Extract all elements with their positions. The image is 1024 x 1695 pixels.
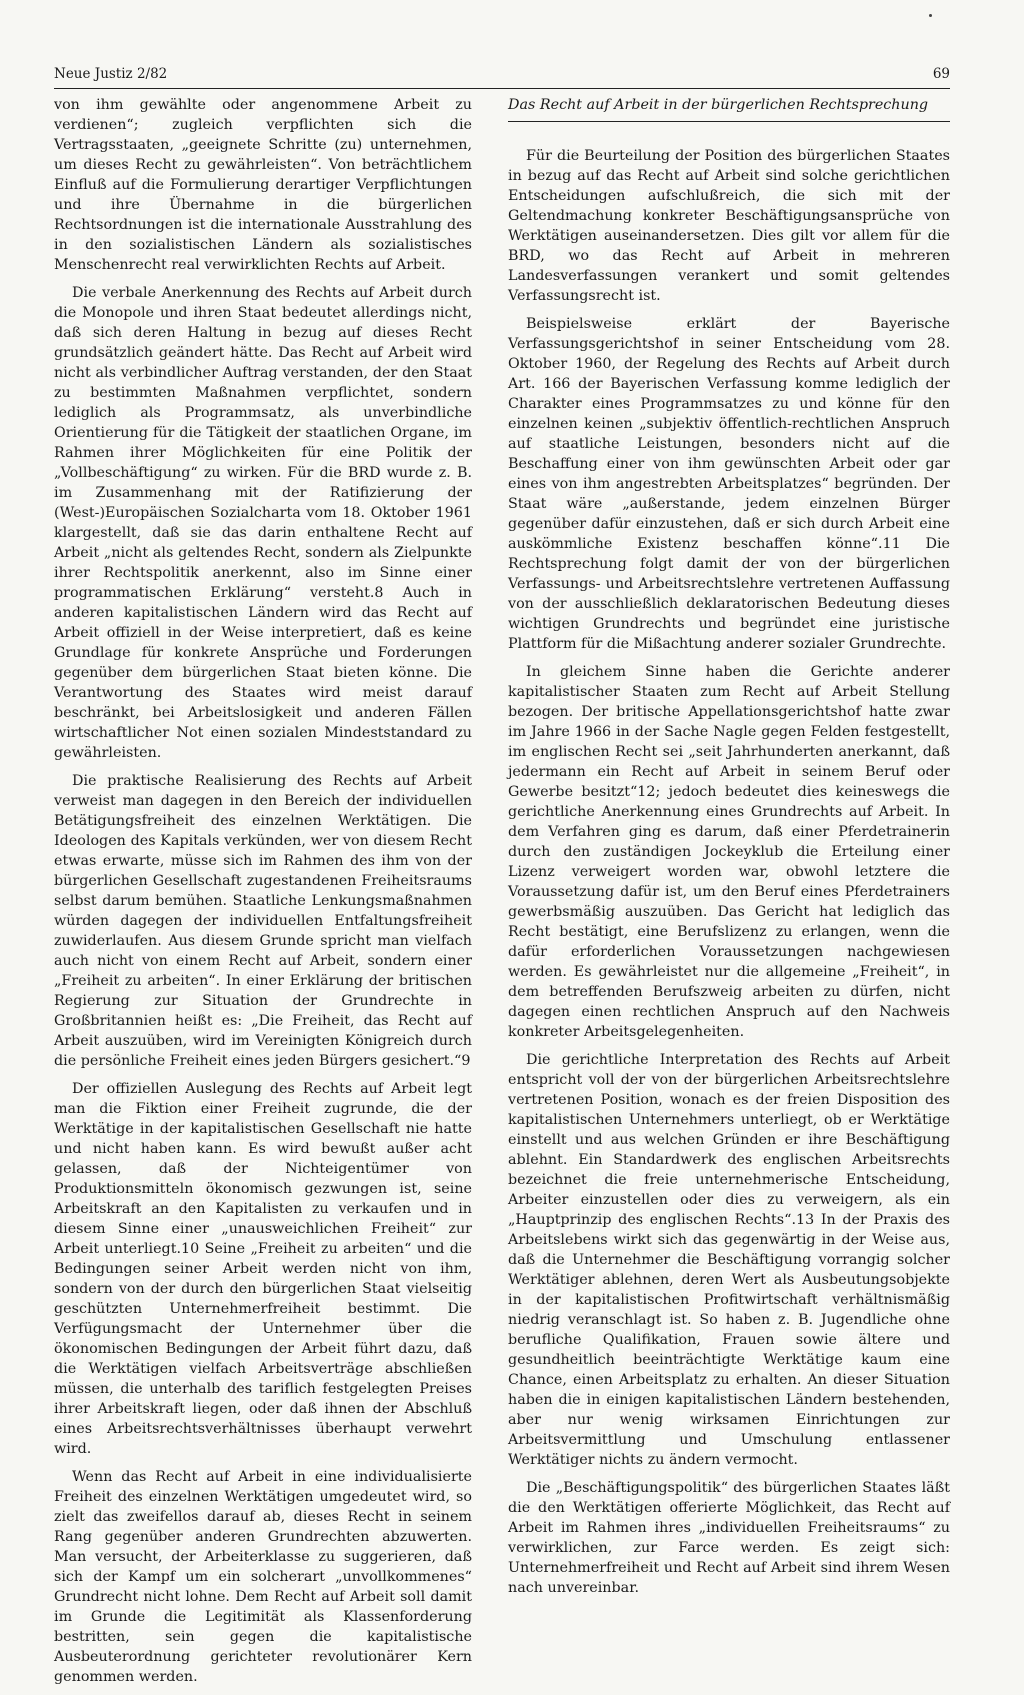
scan-speck [929, 14, 932, 17]
journal-title: Neue Justiz 2/82 [54, 66, 168, 82]
section-heading: Das Recht auf Arbeit in der bürgerlichen Rechtsprechung [508, 95, 950, 122]
right-column [508, 95, 950, 1606]
page-number: 69 [932, 66, 950, 82]
paragraph: In gleichem Sinne haben die Gerichte anderer kapitalistischer Staaten zum Recht auf Arbeit Stellung bezogen. Der britische Appellationsgerichtshof hatte zwar im Jahre 1966 in der Sache Nagle gegen Felden festgestellt, im englischen Recht sei „seit Jahrhunderten anerkannt, daß jedermann ein Recht auf Arbeit in seinem Beruf oder Gewerbe besitzt“12; jedoch bedeutet dies keineswegs die gerichtliche Anerkennung eines Grundrechts auf Arbeit. In dem Verfahren ging es darum, daß einer Pferdetrainerin durch den zuständigen Jockeyklub die Erteilung einer Lizenz verweigert worden war, obwohl letztere die Voraussetzung dafür ist, um den Beruf eines Pferdetrainers gewerbsmäßig auszuüben. Das Gericht hat lediglich das Recht bestätigt, eine Berufslizenz zu erlangen, wenn die dafür erforderlichen Voraussetzungen nachgewiesen werden. Es gewährleistet nur die allgemeine „Freiheit“, in dem betreffenden Berufszweig arbeiten zu dürfen, nicht dagegen einen rechtlichen Anspruch auf den Nachweis konkreter Arbeitsgelegenheiten. [508, 664, 950, 1040]
section-body [508, 146, 950, 1598]
paragraph: Die gerichtliche Interpretation des Rechts auf Arbeit entspricht voll der von der bürgerlichen Arbeitsrechtslehre vertretenen Position, wonach es der freien Disposition des kapitalistischen Unternehmers unterliegt, ob er Werktätige einstellt und aus welchen Gründen er ihre Beschäftigung ablehnt. Ein Standardwerk des englischen Arbeitsrechts bezeichnet die freie unternehmerische Entscheidung, Arbeiter einzustellen oder dies zu verweigern, als ein „Hauptprinzip des englischen Rechts“.13 In der Praxis des Arbeitslebens wirkt sich das gegenwärtig in der Weise aus, daß die Unternehmer die Beschäftigung vorrangig solcher Werktätiger ablehnen, deren Wert als Ausbeutungsobjekte in der kapitalistischen Profitwirtschaft verhältnismäßig niedrig veranschlagt ist. So haben z. B. Jugendliche ohne berufliche Qualifikation, Frauen sowie ältere und gesundheitlich beeinträchtigte Werktätige kaum eine Chance, einen Arbeitsplatz zu erhalten. An dieser Situation haben die in einigen kapitalistischen Ländern bestehenden, aber nur wenig wirksamen Einrichtungen zur Arbeitsvermittlung und Umschulung entlassener Werktätiger nichts zu ändern vermocht. [508, 1052, 950, 1468]
paragraph: von ihm gewählte oder angenommene Arbeit zu verdienen“; zugleich verpflichten sich die Vertragsstaaten, „geeignete Schritte (zu) unternehmen, um dieses Recht zu gewährleisten“. Von beträchtlichem Einfluß auf die Formulierung derartiger Verpflichtungen und ihre Übernahme in die bürgerlichen Rechtsordnungen ist die internationale Ausstrahlung des in den sozialistischen Ländern als sozialistisches Menschenrecht real verwirklichten Rechts auf Arbeit. [54, 97, 472, 273]
paragraph: Der offiziellen Auslegung des Rechts auf Arbeit legt man die Fiktion einer Freiheit zugrunde, die der Werktätige in der kapitalistischen Gesellschaft nie hatte und nicht haben kann. Es wird bewußt außer acht gelassen, daß der Nichteigentümer von Produktionsmitteln ökonomisch gezwungen ist, seine Arbeitskraft an den Kapitalisten zu verkaufen und in diesem Sinne einer „unausweichlichen Freiheit“ zur Arbeit unterliegt.10 Seine „Freiheit zu arbeiten“ und die Bedingungen seiner Arbeit werden nicht von ihm, sondern von der durch den bürgerlichen Staat vielseitig geschützten Unternehmerfreiheit bestimmt. Die Verfügungsmacht der Unternehmer über die ökonomischen Bedingungen der Arbeit führt dazu, daß die Werktätigen vielfach Arbeitsverträge abschließen müssen, die unterhalb des tariflich festgelegten Preises ihrer Arbeitskraft liegen, oder daß ihnen der Abschluß eines Arbeitsrechtsverhältnisses überhaupt verwehrt wird. [54, 1081, 472, 1457]
left-column [54, 95, 472, 1695]
paragraph: Wenn das Recht auf Arbeit in eine individualisierte Freiheit des einzelnen Werktätigen umgedeutet wird, so zielt das zweifellos darauf ab, dieses Recht in seinem Rang gegenüber anderen Grundrechten abzuwerten. Man versucht, der Arbeiterklasse zu suggerieren, daß sich der Kampf um ein solcherart „unvollkommenes“ Grundrecht nicht lohne. Dem Recht auf Arbeit soll damit im Grunde die Legitimität als Klassenforderung bestritten, sein gegen die kapitalistische Ausbeuterordnung gerichteter revolutionärer Kern genommen werden. [54, 1469, 472, 1685]
paragraph: Die verbale Anerkennung des Rechts auf Arbeit durch die Monopole und ihren Staat bedeutet allerdings nicht, daß sich deren Haltung in bezug auf dieses Recht grundsätzlich geändert hätte. Das Recht auf Arbeit wird nicht als verbindlicher Auftrag verstanden, der den Staat zu bestimmten Maßnahmen verpflichtet, sondern lediglich als Programmsatz, als unverbindliche Orientierung für die Tätigkeit der staatlichen Organe, im Rahmen ihrer Möglichkeiten für eine Politik der „Vollbeschäftigung“ zu wirken. Für die BRD wurde z. B. im Zusammenhang mit der Ratifizierung der (West-)Europäischen Sozialcharta vom 18. Oktober 1961 klargestellt, daß sie das darin enthaltene Recht auf Arbeit „nicht als geltendes Recht, sondern als Zielpunkte ihrer Rechtspolitik anerkennt, also im Sinne einer programmatischen Erklärung“ versteht.8 Auch in anderen kapitalistischen Ländern wird das Recht auf Arbeit offiziell in der Weise interpretiert, daß es keine Grundlage für konkrete Ansprüche und Forderungen gegenüber dem bürgerlichen Staat bieten könne. Die Verantwortung des Staates wird meist darauf beschränkt, bei Arbeitslosigkeit und anderen Fällen wirtschaftlicher Not einen sozialen Mindeststandard zu gewährleisten. [54, 285, 472, 761]
paragraph: Beispielsweise erklärt der Bayerische Verfassungsgerichtshof in seiner Entscheidung vom 28. Oktober 1960, der Regelung des Rechts auf Arbeit durch Art. 166 der Bayerischen Verfassung komme lediglich der Charakter eines Programmsatzes zu und könne für den einzelnen keinen „subjektiv öffentlich-rechtlichen Anspruch auf staatliche Leistungen, besonders nicht auf die Beschaffung einer von ihm gewünschten Arbeit oder gar eines von ihm angestrebten Arbeitsplatzes“ begründen. Der Staat wäre „außerstande, jedem einzelnen Bürger gegenüber dafür einzustehen, daß er sich durch Arbeit eine auskömmliche Existenz beschaffen könne“.11 Die Rechtsprechung folgt damit der von der bürgerlichen Verfassungs- und Arbeitsrechtslehre vertretenen Auffassung von der ausschließlich deklaratorischen Bedeutung dieses wichtigen Grundrechts und begründet eine juristische Plattform für die Mißachtung anderer sozialer Grundrechte. [508, 316, 950, 652]
paragraph: Die „Beschäftigungspolitik“ des bürgerlichen Staates läßt die den Werktätigen offerierte Möglichkeit, das Recht auf Arbeit im Rahmen ihres „individuellen Freiheitsraums“ zu verwirklichen, zur Farce werden. Es zeigt sich: Unternehmerfreiheit und Recht auf Arbeit sind ihrem Wesen nach unvereinbar. [508, 1480, 950, 1596]
paragraph: Die praktische Realisierung des Rechts auf Arbeit verweist man dagegen in den Bereich der individuellen Betätigungsfreiheit des einzelnen Werktätigen. Die Ideologen des Kapitals verkünden, wer von diesem Recht etwas erwarte, müsse sich im Rahmen des ihm von der bürgerlichen Gesellschaft zugestandenen Freiheitsraums selbst darum bemühen. Staatliche Lenkungsmaßnahmen würden dagegen der individuellen Entfaltungsfreiheit zuwiderlaufen. Aus diesem Grunde spricht man vielfach auch nicht von einem Recht auf Arbeit, sondern einer „Freiheit zu arbeiten“. In einer Erklärung der britischen Regierung zur Situation der Grundrechte in Großbritannien heißt es: „Die Freiheit, das Recht auf Arbeit auszuüben, wird im Vereinigten Königreich durch die persönliche Freiheit eines jeden Bürgers gesichert.“9 [54, 773, 472, 1069]
page-header [54, 64, 950, 89]
paragraph: Für die Beurteilung der Position des bürgerlichen Staates in bezug auf das Recht auf Arbeit sind solche gerichtlichen Entscheidungen aufschlußreich, die sich mit der Geltendmachung konkreter Beschäftigungsansprüche von Werktätigen auseinandersetzen. Dies gilt vor allem für die BRD, wo das Recht auf Arbeit in mehreren Landesverfassungen verankert und somit geltendes Verfassungsrecht ist. [508, 148, 950, 304]
